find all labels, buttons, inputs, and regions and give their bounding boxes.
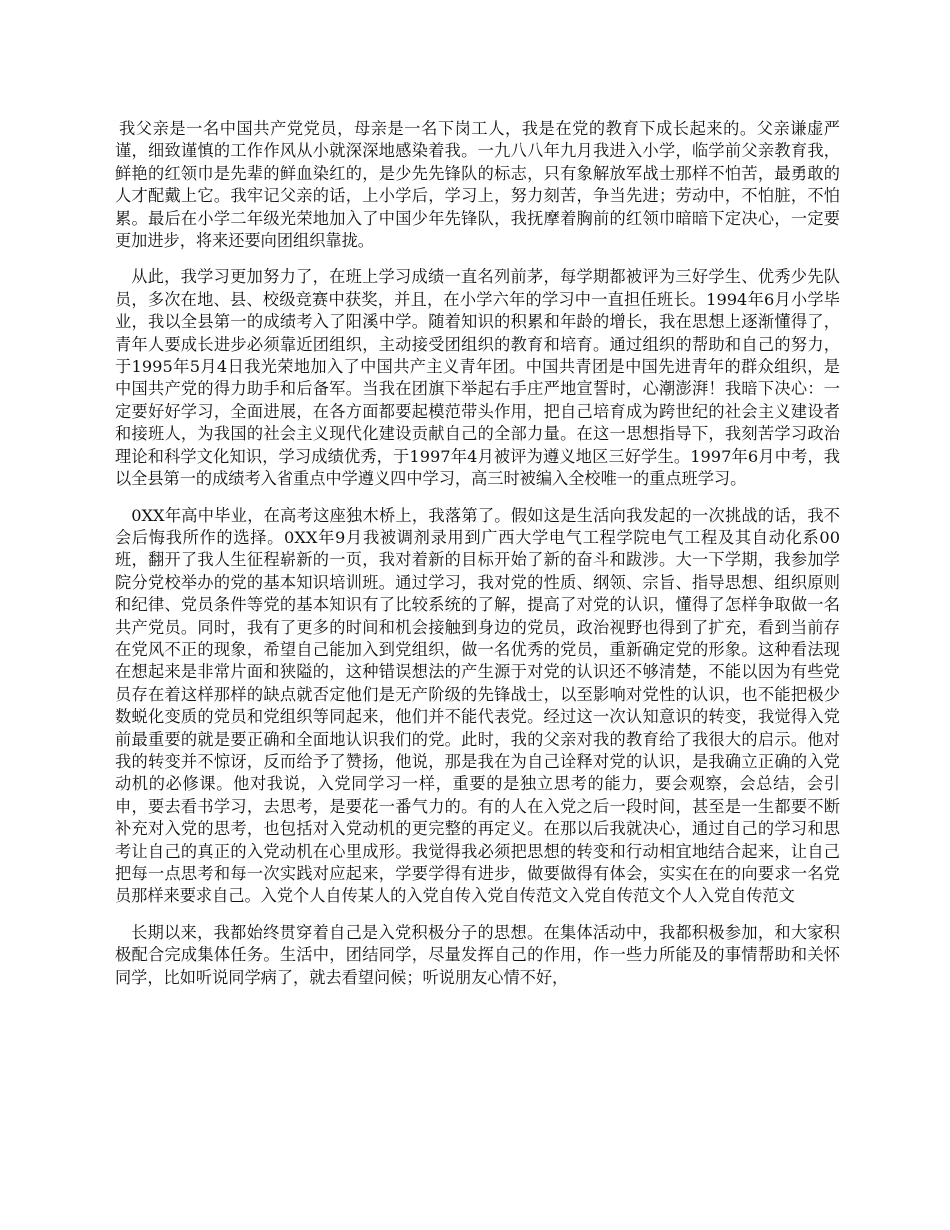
paragraph-4: 长期以来，我都始终贯穿着自己是入党积极分子的思想。在集体活动中，我都积极参加，和大家积极配合完成集体任务。生活中，团结同学，尽量发挥自己的作用，作一些力所能及的事情帮助和关怀同学，比如听说同学病了，就去看望问候；听说朋友心情不好， — [115, 922, 840, 987]
paragraph-3: 0XX年高中毕业，在高考这座独木桥上，我落第了。假如这是生活向我发起的一次挑战的话，我不会后悔我所作的选择。0XX年9月我被调剂录用到广西大学电气工程学院电气工程及其自动化系00班，翻开了我人生征程崭新的一页，我对着新的目标开始了新的奋斗和跋涉。大一下学期，我参加学院分党校举办的党的基本知识培训班。通过学习，我对党的性质、纲领、宗旨、指导思想、组织原则和纪律、党员条件等党的基本知识有了比较系统的了解，提高了对党的认识，懂得了怎样争取做一名共产党员。同时，我有了更多的时间和机会接触到身边的党员，政治视野也得到了扩充，看到当前存在党风不正的现象，希望自己能加入到党组织，做一名优秀的党员，重新确定党的形象。这种看法现在想起来是非常片面和狭隘的，这种错误想法的产生源于对党的认识还不够清楚，不能以因为有些党员存在着这样那样的缺点就否定他们是无产阶级的先锋战士，以至影响对党性的认识，也不能把极少数蜕化变质的党员和党组织等同起来，他们并不能代表党。经过这一次认知意识的转变，我觉得入党前最重要的就是要正确和全面地认识我们的党。此时，我的父亲对我的教育给了我很大的启示。他对我的转变并不惊讶，反而给予了赞扬，他说，那是我在为自己诠释对党的认识，是我确立正确的入党动机的必修课。他对我说，入党同学习一样，重要的是独立思考的能力，要会观察，会总结，会引申，要去看书学习，去思考，是要花一番气力的。有的人在入党之后一段时间，甚至是一生都要不断补充对入党的思考，也包括对入党动机的更完整的再定义。在那以后我就决心，通过自己的学习和思考让自己的真正的入党动机在心里成形。我觉得我必须把思想的转变和行动相宜地结合起来，让自己把每一点思考和每一次实践对应起来，学要学得有进步，做要做得有体会，实实在在的向要求一名党员那样来要求自己。入党个人自传某人的入党自传入党自传范文入党自传范文个人入党自传范文 — [115, 505, 840, 906]
paragraph-2: 从此，我学习更加努力了，在班上学习成绩一直名列前茅，每学期都被评为三好学生、优秀少先队员，多次在地、县、校级竞赛中获奖，并且，在小学六年的学习中一直担任班长。1994年6月小学毕业，我以全县第一的成绩考入了阳溪中学。随着知识的积累和年龄的增长，我在思想上逐渐懂得了，青年人要成长进步必须靠近团组织，主动接受团组织的教育和培育。通过组织的帮助和自己的努力，于1995年5月4日我光荣地加入了中国共产主义青年团。中国共青团是中国先进青年的群众组织，是中国共产党的得力助手和后备军。当我在团旗下举起右手庄严地宣誓时，心潮澎湃！我暗下决心：一定要好好学习，全面进展，在各方面都要起模范带头作用，把自己培育成为跨世纪的社会主义建设者和接班人，为我国的社会主义现代化建设贡献自己的全部力量。在这一思想指导下，我刻苦学习政治理论和科学文化知识，学习成绩优秀，于1997年4月被评为遵义地区三好学生。1997年6月中考，我以全县第一的成绩考入省重点中学遵义四中学习，高三时被编入全校唯一的重点班学习。 — [115, 267, 840, 489]
paragraph-1: 我父亲是一名中国共产党党员，母亲是一名下岗工人，我是在党的教育下成长起来的。父亲谦虚严谨，细致谨慎的工作作风从小就深深地感染着我。一九八八年九月我进入小学，临学前父亲教育我，鲜艳的红领巾是先辈的鲜血染红的，是少先先锋队的标志，只有象解放军战士那样不怕苦，最勇敢的人才配戴上它。我牢记父亲的话，上小学后，学习上，努力刻苦，争当先进；劳动中，不怕脏，不怕累。最后在小学二年级光荣地加入了中国少年先锋队，我抚摩着胸前的红领巾暗暗下定决心，一定要更加进步，将来还要向团组织靠拢。 — [115, 119, 840, 251]
document-page — [115, 118, 840, 1003]
